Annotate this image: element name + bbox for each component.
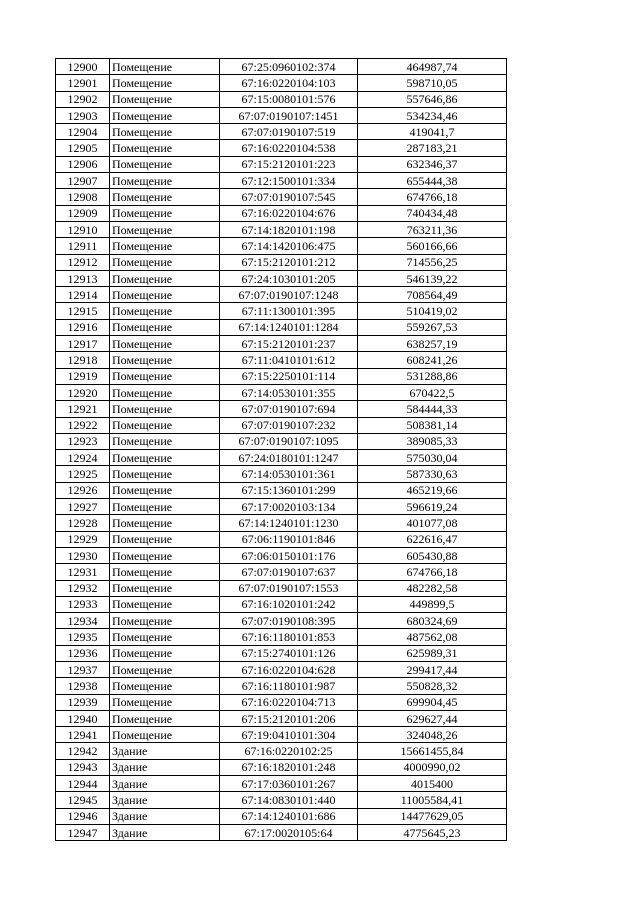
row-number-cell: 12915 [56, 303, 110, 319]
object-type-cell: Помещение [110, 287, 220, 303]
table-row [56, 270, 507, 286]
cadastral-value-cell: 287183,21 [358, 140, 507, 156]
table-row [56, 433, 507, 449]
table-row [56, 336, 507, 352]
table-row [56, 189, 507, 205]
cadastral-number-cell: 67:24:0180101:1247 [220, 450, 358, 466]
table-row [56, 107, 507, 123]
cadastral-value-cell: 465219,66 [358, 482, 507, 498]
cadastral-number-cell: 67:16:0220104:628 [220, 661, 358, 677]
cadastral-number-cell: 67:11:0410101:612 [220, 352, 358, 368]
table-row [56, 368, 507, 384]
cadastral-value-cell: 674766,18 [358, 564, 507, 580]
row-number-cell: 12911 [56, 238, 110, 254]
row-number-cell: 12941 [56, 727, 110, 743]
object-type-cell: Помещение [110, 189, 220, 205]
object-type-cell: Помещение [110, 417, 220, 433]
cadastral-value-cell: 4000990,02 [358, 759, 507, 775]
row-number-cell: 12908 [56, 189, 110, 205]
object-type-cell: Помещение [110, 238, 220, 254]
object-type-cell: Помещение [110, 75, 220, 91]
cadastral-number-cell: 67:07:0190107:1095 [220, 433, 358, 449]
cadastral-number-cell: 67:17:0360101:267 [220, 776, 358, 792]
cadastral-value-cell: 559267,53 [358, 319, 507, 335]
row-number-cell: 12914 [56, 287, 110, 303]
object-type-cell: Помещение [110, 710, 220, 726]
cadastral-number-cell: 67:07:0190107:545 [220, 189, 358, 205]
object-type-cell: Помещение [110, 91, 220, 107]
cadastral-value-cell: 655444,38 [358, 173, 507, 189]
row-number-cell: 12907 [56, 173, 110, 189]
row-number-cell: 12931 [56, 564, 110, 580]
cadastral-number-cell: 67:06:0150101:176 [220, 547, 358, 563]
cadastral-value-cell: 14477629,05 [358, 808, 507, 824]
object-type-cell: Помещение [110, 433, 220, 449]
table-row [56, 580, 507, 596]
object-type-cell: Здание [110, 743, 220, 759]
table-row [56, 547, 507, 563]
object-type-cell: Помещение [110, 547, 220, 563]
row-number-cell: 12926 [56, 482, 110, 498]
cadastral-number-cell: 67:15:2120101:212 [220, 254, 358, 270]
table-row [56, 303, 507, 319]
table-row [56, 727, 507, 743]
object-type-cell: Помещение [110, 580, 220, 596]
cadastral-value-cell: 622616,47 [358, 531, 507, 547]
cadastral-number-cell: 67:16:1180101:853 [220, 629, 358, 645]
object-type-cell: Помещение [110, 107, 220, 123]
table-row [56, 59, 507, 75]
object-type-cell: Помещение [110, 515, 220, 531]
object-type-cell: Здание [110, 808, 220, 824]
row-number-cell: 12916 [56, 319, 110, 335]
row-number-cell: 12923 [56, 433, 110, 449]
object-type-cell: Помещение [110, 531, 220, 547]
row-number-cell: 12938 [56, 678, 110, 694]
object-type-cell: Помещение [110, 140, 220, 156]
object-type-cell: Помещение [110, 499, 220, 515]
object-type-cell: Здание [110, 759, 220, 775]
cadastral-value-cell: 575030,04 [358, 450, 507, 466]
cadastral-number-cell: 67:14:1240101:1230 [220, 515, 358, 531]
cadastral-value-cell: 763211,36 [358, 221, 507, 237]
object-type-cell: Помещение [110, 319, 220, 335]
object-type-cell: Помещение [110, 205, 220, 221]
table-row [56, 221, 507, 237]
cadastral-value-cell: 680324,69 [358, 613, 507, 629]
cadastral-value-cell: 419041,7 [358, 124, 507, 140]
object-type-cell: Здание [110, 792, 220, 808]
cadastral-number-cell: 67:07:0190107:232 [220, 417, 358, 433]
object-type-cell: Помещение [110, 482, 220, 498]
row-number-cell: 12939 [56, 694, 110, 710]
row-number-cell: 12912 [56, 254, 110, 270]
row-number-cell: 12928 [56, 515, 110, 531]
row-number-cell: 12925 [56, 466, 110, 482]
row-number-cell: 12921 [56, 401, 110, 417]
cadastral-number-cell: 67:19:0410101:304 [220, 727, 358, 743]
cadastral-value-cell: 482282,58 [358, 580, 507, 596]
row-number-cell: 12933 [56, 596, 110, 612]
object-type-cell: Помещение [110, 384, 220, 400]
row-number-cell: 12920 [56, 384, 110, 400]
table-row [56, 499, 507, 515]
cadastral-number-cell: 67:15:2120101:206 [220, 710, 358, 726]
table-row [56, 564, 507, 580]
cadastral-value-table [55, 58, 507, 841]
cadastral-number-cell: 67:15:2120101:237 [220, 336, 358, 352]
table-row [56, 450, 507, 466]
object-type-cell: Помещение [110, 173, 220, 189]
cadastral-value-cell: 625989,31 [358, 645, 507, 661]
cadastral-value-cell: 401077,08 [358, 515, 507, 531]
table-row [56, 776, 507, 792]
object-type-cell: Помещение [110, 613, 220, 629]
object-type-cell: Помещение [110, 450, 220, 466]
cadastral-value-cell: 598710,05 [358, 75, 507, 91]
row-number-cell: 12903 [56, 107, 110, 123]
cadastral-number-cell: 67:16:0220104:713 [220, 694, 358, 710]
row-number-cell: 12940 [56, 710, 110, 726]
table-row [56, 384, 507, 400]
cadastral-number-cell: 67:11:1300101:395 [220, 303, 358, 319]
cadastral-number-cell: 67:15:2740101:126 [220, 645, 358, 661]
cadastral-value-cell: 670422,5 [358, 384, 507, 400]
object-type-cell: Помещение [110, 678, 220, 694]
cadastral-number-cell: 67:15:2250101:114 [220, 368, 358, 384]
cadastral-number-cell: 67:16:1820101:248 [220, 759, 358, 775]
cadastral-number-cell: 67:24:1030101:205 [220, 270, 358, 286]
cadastral-number-cell: 67:16:0220104:676 [220, 205, 358, 221]
table-row [56, 596, 507, 612]
table-row [56, 482, 507, 498]
row-number-cell: 12900 [56, 59, 110, 75]
cadastral-value-cell: 464987,74 [358, 59, 507, 75]
table-row [56, 254, 507, 270]
row-number-cell: 12924 [56, 450, 110, 466]
table-row [56, 531, 507, 547]
table-row [56, 466, 507, 482]
cadastral-value-cell: 11005584,41 [358, 792, 507, 808]
cadastral-number-cell: 67:07:0190107:519 [220, 124, 358, 140]
table-body [56, 59, 507, 841]
row-number-cell: 12909 [56, 205, 110, 221]
table-row [56, 824, 507, 840]
row-number-cell: 12943 [56, 759, 110, 775]
cadastral-value-cell: 560166,66 [358, 238, 507, 254]
object-type-cell: Помещение [110, 59, 220, 75]
cadastral-value-cell: 389085,33 [358, 433, 507, 449]
cadastral-value-cell: 324048,26 [358, 727, 507, 743]
row-number-cell: 12919 [56, 368, 110, 384]
cadastral-value-cell: 605430,88 [358, 547, 507, 563]
table-row [56, 287, 507, 303]
row-number-cell: 12902 [56, 91, 110, 107]
object-type-cell: Помещение [110, 156, 220, 172]
table-row [56, 613, 507, 629]
cadastral-number-cell: 67:07:0190107:1451 [220, 107, 358, 123]
row-number-cell: 12942 [56, 743, 110, 759]
cadastral-number-cell: 67:15:0080101:576 [220, 91, 358, 107]
cadastral-number-cell: 67:16:1020101:242 [220, 596, 358, 612]
cadastral-number-cell: 67:16:0220104:538 [220, 140, 358, 156]
row-number-cell: 12947 [56, 824, 110, 840]
cadastral-value-cell: 449899,5 [358, 596, 507, 612]
row-number-cell: 12910 [56, 221, 110, 237]
table-row [56, 156, 507, 172]
cadastral-value-cell: 596619,24 [358, 499, 507, 515]
row-number-cell: 12906 [56, 156, 110, 172]
cadastral-value-cell: 487562,08 [358, 629, 507, 645]
cadastral-value-cell: 531288,86 [358, 368, 507, 384]
cadastral-number-cell: 67:14:1240101:686 [220, 808, 358, 824]
cadastral-value-cell: 629627,44 [358, 710, 507, 726]
object-type-cell: Помещение [110, 661, 220, 677]
table-row [56, 319, 507, 335]
row-number-cell: 12944 [56, 776, 110, 792]
row-number-cell: 12913 [56, 270, 110, 286]
table-row [56, 140, 507, 156]
table-row [56, 792, 507, 808]
object-type-cell: Помещение [110, 645, 220, 661]
cadastral-number-cell: 67:07:0190107:1553 [220, 580, 358, 596]
row-number-cell: 12934 [56, 613, 110, 629]
row-number-cell: 12922 [56, 417, 110, 433]
table-row [56, 759, 507, 775]
cadastral-value-cell: 4015400 [358, 776, 507, 792]
row-number-cell: 12932 [56, 580, 110, 596]
table-row [56, 75, 507, 91]
table-row [56, 401, 507, 417]
object-type-cell: Помещение [110, 303, 220, 319]
cadastral-value-cell: 608241,26 [358, 352, 507, 368]
cadastral-number-cell: 67:07:0190108:395 [220, 613, 358, 629]
cadastral-number-cell: 67:06:1190101:846 [220, 531, 358, 547]
table-row [56, 352, 507, 368]
cadastral-value-cell: 587330,63 [358, 466, 507, 482]
object-type-cell: Помещение [110, 694, 220, 710]
row-number-cell: 12945 [56, 792, 110, 808]
cadastral-value-cell: 584444,33 [358, 401, 507, 417]
cadastral-number-cell: 67:16:0220102:25 [220, 743, 358, 759]
row-number-cell: 12935 [56, 629, 110, 645]
row-number-cell: 12901 [56, 75, 110, 91]
cadastral-number-cell: 67:14:1420106:475 [220, 238, 358, 254]
row-number-cell: 12930 [56, 547, 110, 563]
cadastral-number-cell: 67:15:1360101:299 [220, 482, 358, 498]
table-row [56, 661, 507, 677]
object-type-cell: Помещение [110, 270, 220, 286]
cadastral-value-cell: 714556,25 [358, 254, 507, 270]
row-number-cell: 12936 [56, 645, 110, 661]
table-row [56, 678, 507, 694]
cadastral-value-cell: 638257,19 [358, 336, 507, 352]
cadastral-value-cell: 674766,18 [358, 189, 507, 205]
cadastral-number-cell: 67:17:0020105:64 [220, 824, 358, 840]
object-type-cell: Помещение [110, 336, 220, 352]
row-number-cell: 12927 [56, 499, 110, 515]
cadastral-value-cell: 550828,32 [358, 678, 507, 694]
cadastral-number-cell: 67:16:1180101:987 [220, 678, 358, 694]
object-type-cell: Помещение [110, 254, 220, 270]
object-type-cell: Помещение [110, 629, 220, 645]
object-type-cell: Помещение [110, 596, 220, 612]
cadastral-number-cell: 67:12:1500101:334 [220, 173, 358, 189]
object-type-cell: Здание [110, 824, 220, 840]
table-row [56, 645, 507, 661]
cadastral-number-cell: 67:14:1820101:198 [220, 221, 358, 237]
row-number-cell: 12904 [56, 124, 110, 140]
cadastral-value-cell: 508381,14 [358, 417, 507, 433]
row-number-cell: 12918 [56, 352, 110, 368]
cadastral-number-cell: 67:07:0190107:694 [220, 401, 358, 417]
table-row [56, 694, 507, 710]
object-type-cell: Здание [110, 776, 220, 792]
row-number-cell: 12929 [56, 531, 110, 547]
cadastral-value-cell: 632346,37 [358, 156, 507, 172]
table-row [56, 91, 507, 107]
cadastral-value-cell: 4775645,23 [358, 824, 507, 840]
object-type-cell: Помещение [110, 352, 220, 368]
object-type-cell: Помещение [110, 564, 220, 580]
cadastral-number-cell: 67:25:0960102:374 [220, 59, 358, 75]
table-row [56, 124, 507, 140]
cadastral-value-cell: 546139,22 [358, 270, 507, 286]
object-type-cell: Помещение [110, 727, 220, 743]
cadastral-number-cell: 67:07:0190107:637 [220, 564, 358, 580]
object-type-cell: Помещение [110, 368, 220, 384]
cadastral-number-cell: 67:14:0830101:440 [220, 792, 358, 808]
table-row [56, 173, 507, 189]
cadastral-value-cell: 740434,48 [358, 205, 507, 221]
table-row [56, 205, 507, 221]
cadastral-value-cell: 510419,02 [358, 303, 507, 319]
cadastral-value-cell: 299417,44 [358, 661, 507, 677]
cadastral-number-cell: 67:15:2120101:223 [220, 156, 358, 172]
cadastral-value-cell: 15661455,84 [358, 743, 507, 759]
table-row [56, 743, 507, 759]
object-type-cell: Помещение [110, 221, 220, 237]
cadastral-value-cell: 557646,86 [358, 91, 507, 107]
table-row [56, 629, 507, 645]
table-row [56, 808, 507, 824]
cadastral-value-cell: 534234,46 [358, 107, 507, 123]
table-row [56, 417, 507, 433]
table-row [56, 710, 507, 726]
object-type-cell: Помещение [110, 124, 220, 140]
row-number-cell: 12917 [56, 336, 110, 352]
cadastral-value-cell: 708564,49 [358, 287, 507, 303]
cadastral-number-cell: 67:17:0020103:134 [220, 499, 358, 515]
object-type-cell: Помещение [110, 466, 220, 482]
row-number-cell: 12946 [56, 808, 110, 824]
row-number-cell: 12937 [56, 661, 110, 677]
cadastral-value-cell: 699904,45 [358, 694, 507, 710]
table-row [56, 238, 507, 254]
cadastral-number-cell: 67:14:0530101:355 [220, 384, 358, 400]
cadastral-number-cell: 67:07:0190107:1248 [220, 287, 358, 303]
cadastral-number-cell: 67:16:0220104:103 [220, 75, 358, 91]
table-row [56, 515, 507, 531]
row-number-cell: 12905 [56, 140, 110, 156]
cadastral-number-cell: 67:14:0530101:361 [220, 466, 358, 482]
object-type-cell: Помещение [110, 401, 220, 417]
cadastral-number-cell: 67:14:1240101:1284 [220, 319, 358, 335]
